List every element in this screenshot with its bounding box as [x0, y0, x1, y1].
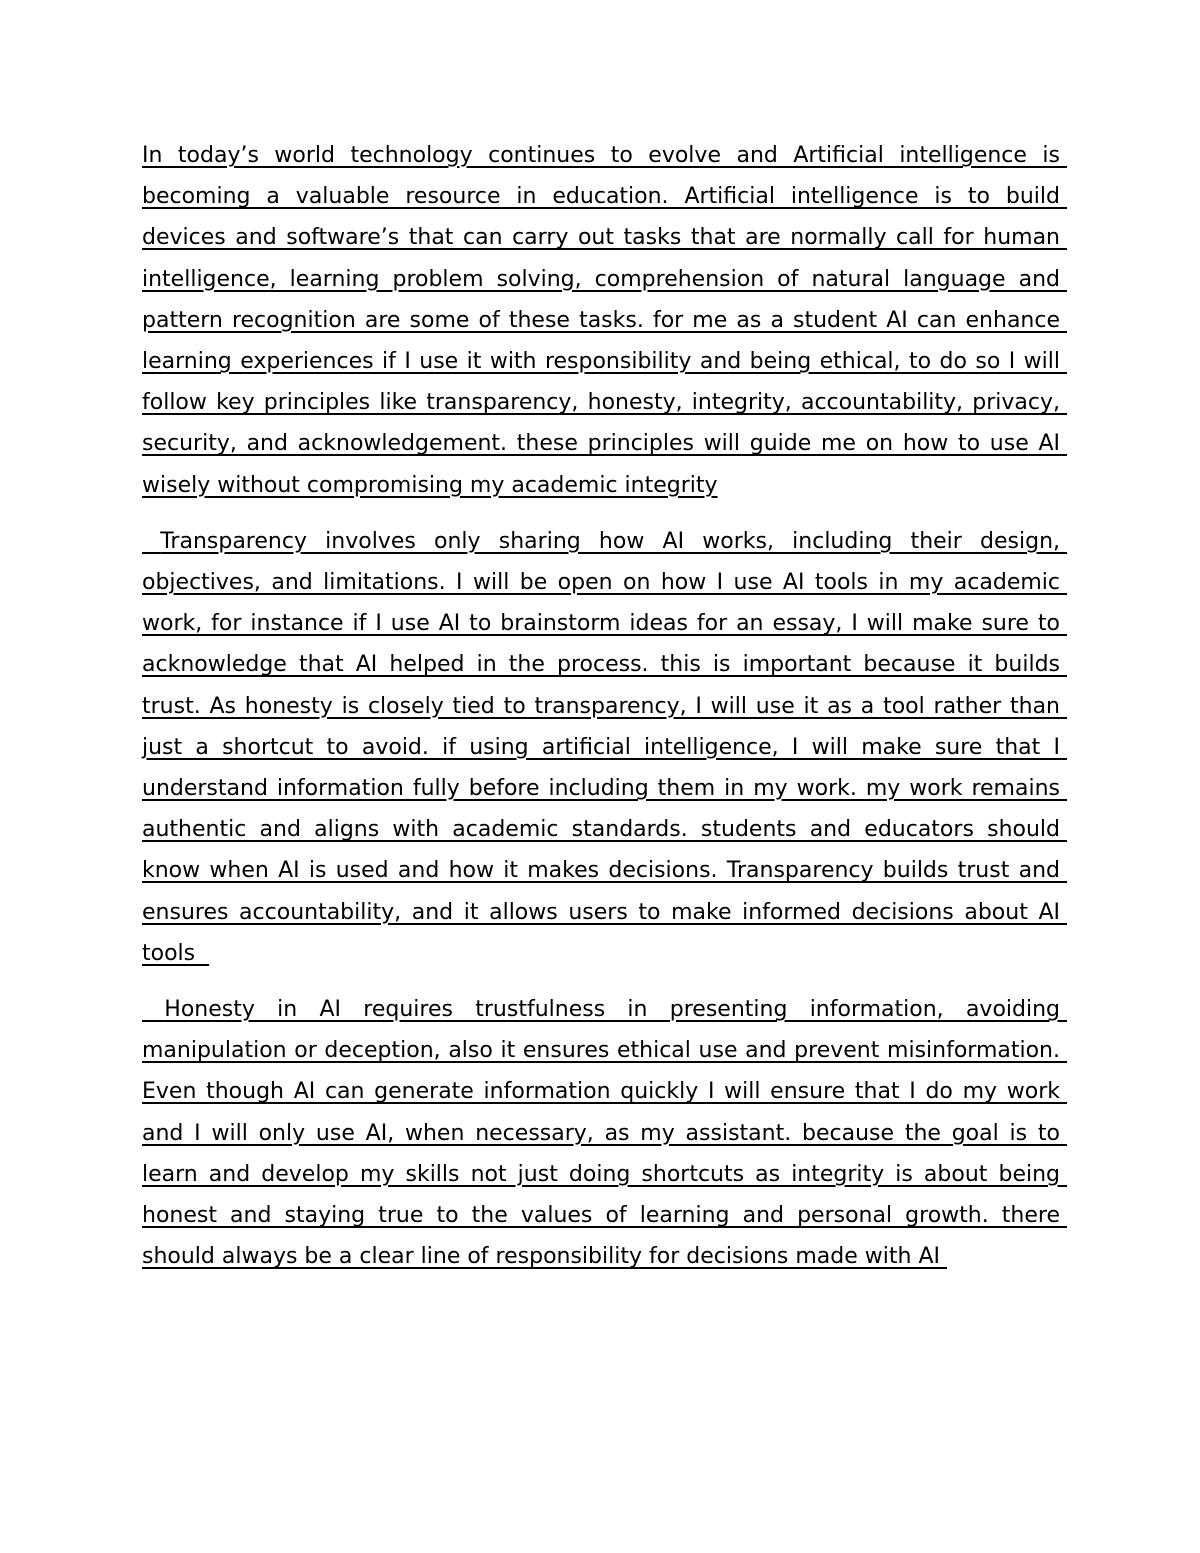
paragraph-introduction: In today’s world technology continues to evolve and Artificial intelligence is becoming a valuable resource in education. Artificial intelligence is to build devices and software’s that can carry out tasks that are normally call for human intelligence, learning problem solving, comprehension of natural language and pattern recognition are some of these tasks. for me as a student AI can enhance learning experiences if I use it with responsibility and being ethical, to do so I will follow key principles like transparency, honesty, integrity, accountability, privacy, security, and acknowledgement. these principles will guide me on how to use AI wisely without compromising my academic integrity	[142, 143, 1067, 498]
paragraph-honesty: Honesty in AI requires trustfulness in presenting information, avoiding manipulation or deception, also it ensures ethical use and prevent misinformation. Even though AI can generate information quickly I will ensure that I do my work and I will only use AI, when necessary, as my assistant. because the goal is to learn and develop my skills not just doing shortcuts as integrity is about being honest and staying true to the values of learning and personal growth. there should always be a clear line of responsibility for decisions made with AI	[142, 997, 1067, 1270]
paragraph-transparency: Transparency involves only sharing how AI works, including their design, objectives, and limitations. I will be open on how I use AI tools in my academic work, for instance if I use AI to brainstorm ideas for an essay, I will make sure to acknowledge that AI helped in the process. this is important because it builds trust. As honesty is closely tied to transparency, I will use it as a tool rather than just a shortcut to avoid. if using artificial intelligence, I will make sure that I understand information fully before including them in my work. my work remains authentic and aligns with academic standards. students and educators should know when AI is used and how it makes decisions. Transparency builds trust and ensures accountability, and it allows users to make informed decisions about AI tools	[142, 528, 1068, 966]
document-body	[142, 135, 1068, 1292]
